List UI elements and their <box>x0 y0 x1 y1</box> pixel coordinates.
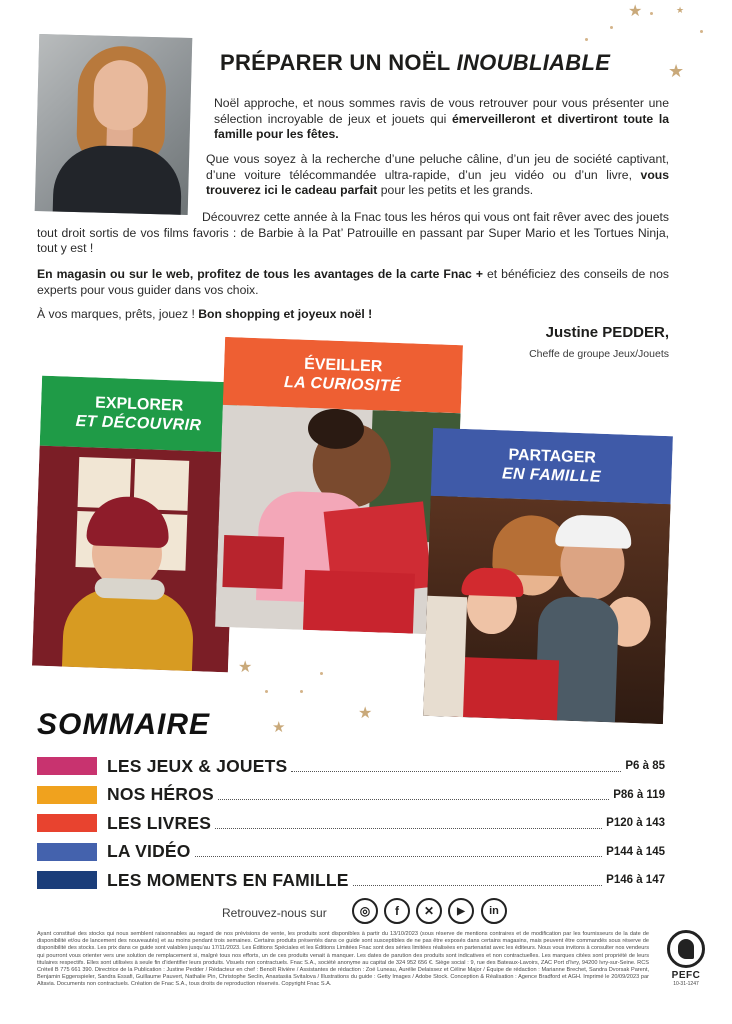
toc-item-pages: P146 à 147 <box>606 874 665 887</box>
table-of-contents <box>37 752 665 895</box>
toc-item-pages: P144 à 145 <box>606 845 665 858</box>
toc-leader-dots <box>195 856 603 857</box>
card-explorer <box>32 376 238 673</box>
sommaire-title: SOMMAIRE <box>37 708 210 741</box>
youtube-icon[interactable]: ▶ <box>448 898 474 924</box>
toc-color-swatch <box>37 757 97 775</box>
page-title: PRÉPARER UN NOËL INOUBLIABLE <box>220 50 611 75</box>
sparkle-dot <box>320 672 323 675</box>
toc-item-pages: P86 à 119 <box>613 788 665 801</box>
toc-leader-dots <box>291 771 621 772</box>
star-icon: ★ <box>628 3 643 20</box>
intro-paragraph-1: Noël approche, et nous sommes ravis de vous retrouver pour vous présenter une sélection incroyable de jeux et jouets qui émerveilleront et divertiront toute la famille pour les fêtes. <box>214 96 669 142</box>
intro-paragraph-4: En magasin ou sur le web, profitez de tous les avantages de la carte Fnac + et bénéficiez des conseils de nos experts pour vous guider dans vos choix. <box>37 267 669 297</box>
card-curiosite <box>215 337 463 635</box>
card-header: PARTAGER EN FAMILLE <box>431 428 673 504</box>
toc-leader-dots <box>218 799 609 800</box>
toc-item-jeux-jouets[interactable] <box>37 752 665 781</box>
toc-color-swatch <box>37 814 97 832</box>
instagram-icon[interactable]: ◎ <box>352 898 378 924</box>
toc-item-nos-heros[interactable] <box>37 781 665 810</box>
social-label: Retrouvez-nous sur <box>222 906 327 920</box>
sparkle-dot <box>650 12 653 15</box>
toc-item-label: LA VIDÉO <box>107 841 191 862</box>
signature-role: Cheffe de groupe Jeux/Jouets <box>529 348 669 360</box>
sparkle-dot <box>700 30 703 33</box>
star-icon: ★ <box>272 719 286 736</box>
toc-item-label: LES MOMENTS EN FAMILLE <box>107 869 349 890</box>
star-icon: ★ <box>676 5 685 15</box>
toc-leader-dots <box>353 885 603 886</box>
linkedin-icon[interactable]: in <box>481 898 507 924</box>
card-photo-child-snow <box>32 446 236 673</box>
facebook-icon[interactable]: f <box>384 898 410 924</box>
toc-color-swatch <box>37 871 97 889</box>
toc-color-swatch <box>37 843 97 861</box>
pefc-brand: PEFC <box>671 970 701 981</box>
star-icon: ★ <box>238 659 253 676</box>
toc-item-pages: P120 à 143 <box>606 817 665 830</box>
intro-paragraph-3: Découvrez cette année à la Fnac tous les héros qui vous ont fait rêver avec des jouets tout droit sortis de vos films favoris : de Barbie à la Pat’ Patrouille en passant par Super Mario et les Tortues Ninja, tout y est ! <box>37 210 669 256</box>
card-header: EXPLORER ET DÉCOUVRIR <box>40 376 238 453</box>
sparkle-dot <box>585 38 588 41</box>
toc-item-moments-famille[interactable] <box>37 866 665 895</box>
pefc-tree-icon <box>667 930 705 968</box>
card-partager <box>423 428 673 724</box>
toc-item-pages: P6 à 85 <box>625 760 665 773</box>
x-icon[interactable]: ✕ <box>416 898 442 924</box>
intro-paragraph-2: Que vous soyez à la recherche d’une peluche câline, d’un jeu de société captivant, d’une voiture télécommandée ultra-rapide, d’un jeu vidéo ou d’un livre, vous trouverez ici le cadeau parfait pour les petits et les grands. <box>206 152 669 198</box>
star-icon: ★ <box>668 61 685 81</box>
star-icon: ★ <box>358 705 373 722</box>
pefc-code: 10-31-1247 <box>673 981 699 987</box>
sparkle-dot <box>265 690 268 693</box>
toc-leader-dots <box>215 828 602 829</box>
toc-item-video[interactable] <box>37 838 665 867</box>
signature-name: Justine PEDDER, <box>545 324 669 341</box>
pefc-logo <box>666 930 706 987</box>
sparkle-dot <box>300 690 303 693</box>
card-photo-girl-gift <box>215 405 461 635</box>
toc-item-label: LES JEUX & JOUETS <box>107 755 288 776</box>
toc-color-swatch <box>37 786 97 804</box>
toc-item-label: LES LIVRES <box>107 812 212 833</box>
sparkle-dot <box>610 26 613 29</box>
toc-item-livres[interactable] <box>37 809 665 838</box>
toc-item-label: NOS HÉROS <box>107 784 214 805</box>
card-header: ÉVEILLER LA CURIOSITÉ <box>223 337 463 413</box>
legal-notice: Ayant constitué des stocks qui nous semblent raisonnables au regard de nos prévisions de vente, les produits sont disponibles à partir du 13/10/2023 (sous réserve de mentions contraires et de modification par les fournisseurs de la date de disponibilité et/ou de lancement des nouveautés) et au moins pendant trois semaines. Certains produits présentés dans ce guide sont susceptibles de ne pas être exposés dans certains magasins, mais peuvent être commandés sous réserve de disponibilité des stocks. Les prix dans ce guide sont valables jusqu’au 17/11/2023. Les Éditions Spéciales et les Éditions Limitées Fnac sont des séries limitées réalisées en partenariat avec les éditeurs. Nous vous invitons à consulter nos vendeurs qui pourront vous orienter vers une solution de remplacement si, malgré tous nos efforts, un de ces produits venait à manquer. Les dates de parution des produits sont indicatives et non contractuelles. Les marques citées sont propriété de leurs titulaires respectifs. Elles sont utilisées à seule fin d’identifier leurs produits. Visuels non contractuels. Fnac S.A., société anonyme au capital de 324 952 656 €. Siège social : 9, rue des Bateaux-Lavoirs, ZAC Port d’Ivry, 94200 Ivry-sur-Seine. RCS Créteil B 775 661 390. Directrice de la Publication : Justine Pedder / Rédacteur en chef : Benoît Rivière / Assistantes de rédaction : Zoé Luneau, Aurélie Delaissez et Céline Major / Équipe de rédaction : Marianne Brechet, Sandra Dvorsak Parent, Benjamin Eggenspieler, Sandra Essafi, Guillaume Pauvert, Nathalie Pin, Christophe Seclin, Anastasiia Svitalova / Illustrations du guide : Getty Images / Adobe Stock. Conception & Réalisation : Agence Bradford et AGH. Imprimé le 20/09/2023 par Altavia. Documents non contractuels. Création de Fnac S.A., tous droits de reproduction réservés. Copyright Fnac S.A. <box>37 931 649 988</box>
card-photo-family <box>423 496 671 724</box>
intro-paragraph-5: À vos marques, prêts, jouez ! Bon shopping et joyeux noël ! <box>37 307 373 321</box>
author-portrait <box>35 34 193 215</box>
